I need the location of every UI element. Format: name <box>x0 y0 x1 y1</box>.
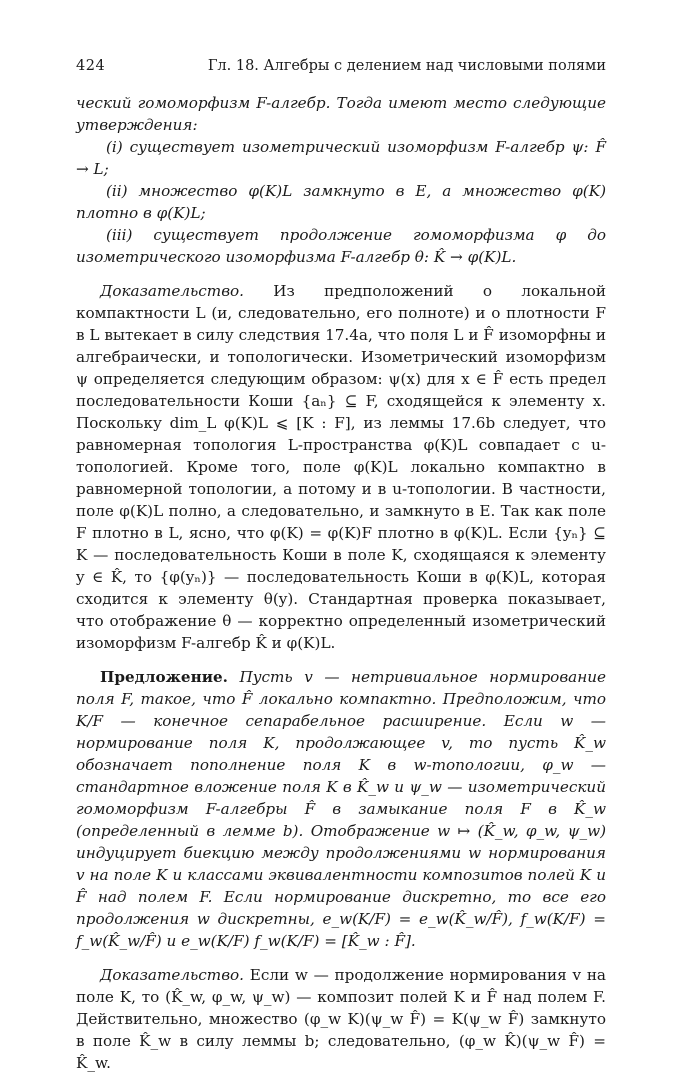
statement-item-3: (iii) существует продолжение гомоморфизма φ до изометрического изоморфизма F-алгебр θ: K̂ → φ(K)L. <box>76 226 606 266</box>
proposition-text: Пусть v — нетривиальное нормирование поля F, такое, что F̂ локально компактно. Предположим, что K/F — конечное сепарабельное расширение. Если w — нормирование поля K, продолжающее v, то пусть K̂_w обозначает пополнение поля K в w-топологии, φ_w — стандартное вложение поля K в K̂_w и ψ_w — изометрический гомоморфизм F-алгебры F̂ в замыкание поля F в K̂_w (определенный в лемме b). Отображение w ↦ (K̂_w, φ_w, ψ_w) индуцирует биекцию между продолжениями w нормирования v на поле K и классами эквивалентности композитов полей K и F̂ над полем F. Если нормирование дискретно, то все его продолжения w дискретны, e_w(K/F) = e_w(K̂_w/F̂), f_w(K/F) = f_w(K̂_w/F̂) и e_w(K/F) f_w(K/F) = [K̂_w : F̂]. <box>76 668 606 950</box>
proposition-label: Предложение. <box>100 668 228 686</box>
proof-text: Если w — продолжение нормирования v на поле K, то (K̂_w, φ_w, ψ_w) — композит полей K и F̂ над полем F. Действительно, множество (φ_w K)(ψ_w F̂) = K(ψ_w F̂) замкнуто в поле K̂_w в силу леммы b; следовательно, (φ_w K̂)(ψ_w F̂) = K̂_w. <box>76 966 606 1072</box>
statement-item-1: (i) существует изометрический изоморфизм F-алгебр ψ: F̂ → L; <box>76 138 606 178</box>
running-head <box>76 58 606 74</box>
page-number: 424 <box>76 58 106 74</box>
proof-paragraph-2 <box>76 964 606 1074</box>
intro-paragraph: ческий гомоморфизм F-алгебр. Тогда имеют место следующие утверждения: <box>76 94 606 134</box>
proposition-paragraph <box>76 666 606 952</box>
proof-text: Из предположений о локальной компактности L (и, следовательно, его полноте) и о плотности F в L вытекает в силу следствия 17.4а, что поля L и F̂ изоморфны и алгебраически, и топологически. Изометрический изоморфизм ψ определяется следующим образом: ψ(x) для x ∈ F̂ есть предел последовательности Коши {aₙ} ⊆ F, сходящейся к элементу x. Поскольку dim_L φ(K)L ⩽ [K : F], из леммы 17.6b следует, что равномерная топология L-пространства φ(K)L совпадает с u-топологией. Кроме того, поле φ(K)L локально компактно в равномерной топологии, а потому и в u-топологии. В частности, поле φ(K)L полно, а следовательно, и замкнуто в E. Так как поле F плотно в L, ясно, что φ(K) = φ(K)F плотно в φ(K)L. Если {yₙ} ⊆ K — последовательность Коши в поле K, сходящаяся к элементу y ∈ K̂, то {φ(yₙ)} — последовательность Коши в φ(K)L, которая сходится к элементу θ(y). Стандартная проверка показывает, что отображение θ — корректно определенный изометрический изоморфизм F-алгебр K̂ и φ(K)L. <box>76 282 606 652</box>
proof-label: Доказательство. <box>100 966 244 984</box>
proof-paragraph-1 <box>76 280 606 654</box>
running-title: Гл. 18. Алгебры с делением над числовыми полями <box>207 58 606 74</box>
statement-item-2: (ii) множество φ(K)L замкнуто в E, а множество φ(K) плотно в φ(K)L; <box>76 182 606 222</box>
proof-label: Доказательство. <box>100 282 244 300</box>
